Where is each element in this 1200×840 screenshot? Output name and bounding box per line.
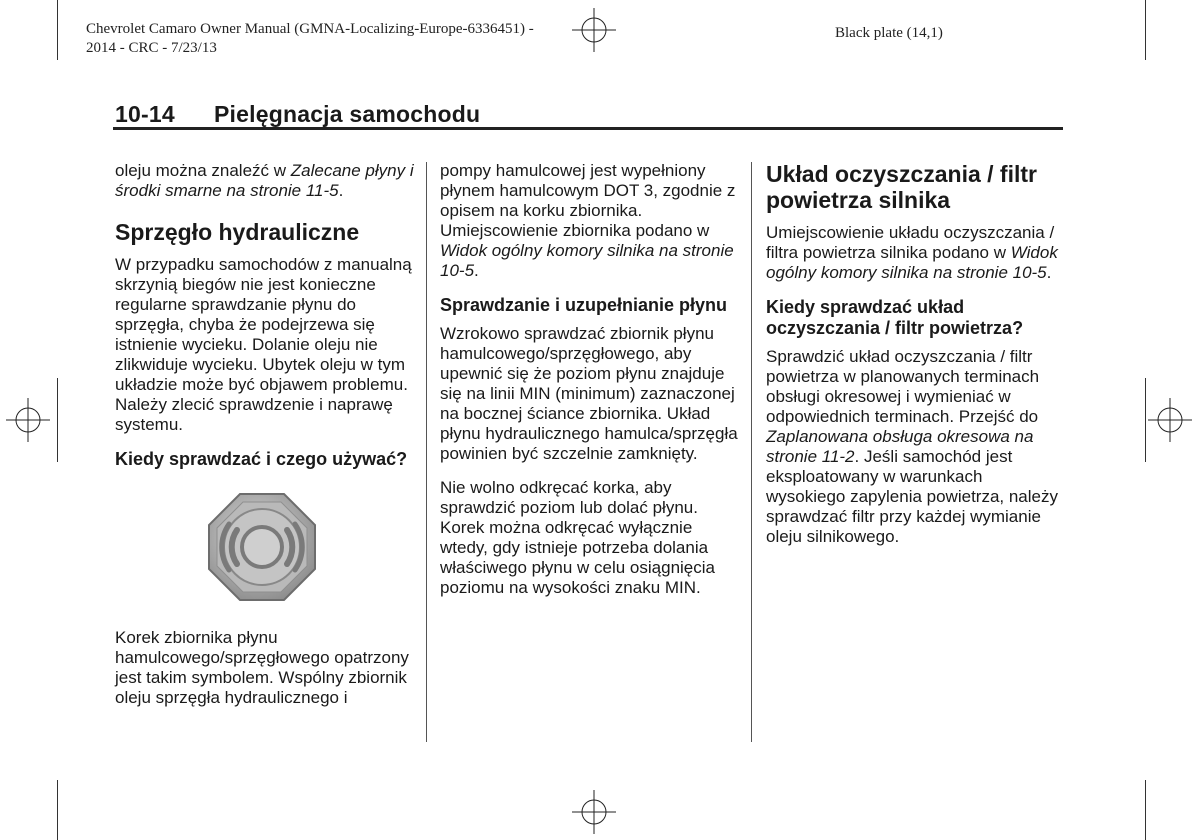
page-number: 10-14 [115,101,175,127]
col2-p1-end: . [474,261,479,280]
col3-p2-text: Sprawdzić układ oczyszczania / filtr powietrza w planowanych terminach obsługi okresowej i wymieniać w odpowiednich terminach. Przejść do [766,347,1040,426]
col1-paragraph-2: W przypadku samochodów z manualną skrzynią biegów nie jest konieczne regularne sprawdzanie płynu do sprzęgła, chyba że podejrzewa się istnienie wycieku. Dolanie oleju nie zlikwiduje wycieku. Ubytek oleju w tym układzie może być objawem problemu. Należy zlecić sprawdzenie i naprawę systemu. [115,255,412,434]
column-2 [440,161,740,612]
doc-info-line2: 2014 - CRC - 7/23/13 [86,40,217,56]
registration-mark-top-icon [572,8,616,52]
col2-paragraph-3: Nie wolno odkręcać korka, aby sprawdzić poziom lub dolać płynu. Korek można odkręcać wyłącznie wtedy, gdy istnieje potrzeba dolania właściwego płynu w celu osiągnięcia poziomu na wysokości znaku MIN. [440,478,715,597]
trim-line-mid-left [57,378,58,462]
registration-mark-bottom-icon [572,790,616,834]
col1-paragraph-3: Korek zbiornika płynu hamulcowego/sprzęgłowego opatrzony jest takim symbolem. Wspólny zbiornik oleju sprzęgła hydraulicznego i [115,628,409,707]
registration-mark-left-icon [6,398,50,442]
col1-cross-reference-link[interactable]: Zalecane płyny i środki smarne na stronie 11-5 [115,161,414,200]
brake-clutch-reservoir-cap-icon [207,492,317,602]
page-heading [115,101,480,128]
doc-info-line1: Chevrolet Camaro Owner Manual (GMNA-Localizing-Europe-6336451) - [86,21,534,37]
plate-label: Black plate (14,1) [835,25,943,41]
col1-p1-end: . [338,181,344,200]
col2-paragraph-1 [440,161,740,281]
column-divider-2 [751,162,752,742]
col1-p1-text: oleju można znaleźć w [115,161,291,180]
column-3 [766,161,1066,561]
col3-p1-end: . [1046,263,1052,282]
registration-mark-right-icon [1148,398,1192,442]
col3-maintenance-link[interactable]: Zaplanowana obsługa okresowa na stronie 11-2 [766,427,1034,466]
trim-line-bottom-right [1145,780,1146,840]
subheading-when-to-check-filter: Kiedy sprawdzać układ oczyszczania / filtr powietrza? [766,297,1024,338]
subheading-checking-fluid: Sprawdzanie i uzupełnianie płynu [440,295,728,315]
trim-line-bottom-left [57,780,58,840]
col2-p1-text: pompy hamulcowej jest wypełniony płynem hamulcowym DOT 3, zgodnie z opisem na korku zbiornika. Umiejscowienie zbiornika podano w [440,161,736,240]
trim-line-mid-right [1145,378,1146,462]
col3-paragraph-2 [766,347,1066,547]
col2-cross-reference-link[interactable]: Widok ogólny komory silnika na stronie 10-5 [440,241,734,280]
col1-paragraph-1 [115,161,415,201]
col3-paragraph-1 [766,223,1066,283]
subheading-when-to-check: Kiedy sprawdzać i czego używać? [115,449,408,469]
col3-cross-reference-link[interactable]: Widok ogólny komory silnika na stronie 10-5 [766,243,1058,282]
doc-info [86,20,534,58]
column-1 [115,161,415,722]
col3-p2-text-end: . Jeśli samochód jest eksploatowany w warunkach wysokiego zapylenia powietrza, należy sprawdzać filtr przy każdej wymianie oleju silnikowego. [766,447,1058,546]
column-divider-1 [426,162,427,742]
heading-rule [113,127,1063,130]
trim-line-top-right [1145,0,1146,60]
heading-hydraulic-clutch: Sprzęgło hydrauliczne [115,219,360,245]
col2-paragraph-2: Wzrokowo sprawdzać zbiornik płynu hamulcowego/sprzęgłowego, aby upewnić się że poziom płynu znajduje się na linii MIN (minimum) zaznaczonej na bocznej ściance zbiornika. Układ płynu hydraulicznego hamulca/sprzęgła powinien być szczelnie zamknięty. [440,324,738,463]
section-title: Pielęgnacja samochodu [214,101,481,127]
heading-air-filter: Układ oczyszczania / filtr powietrza silnika [766,161,1037,213]
trim-line-top-left [57,0,58,60]
col3-p1-text: Umiejscowienie układu oczyszczania / filtra powietrza silnika podano w [766,223,1055,262]
